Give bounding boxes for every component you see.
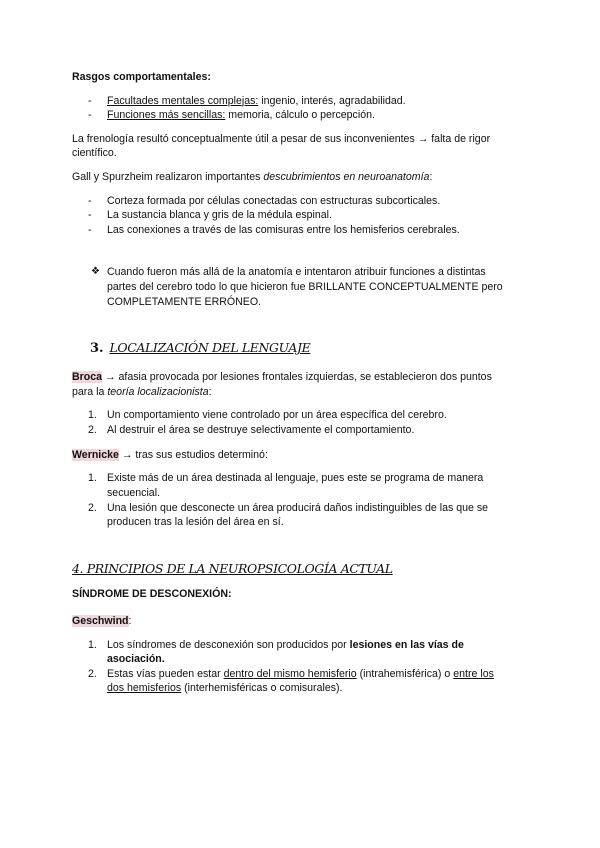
list-item	[72, 423, 532, 438]
gall-paragraph	[72, 170, 532, 185]
broca-line-2-suffix: :	[208, 385, 212, 398]
item-2-mid: (intrahemisférica) o	[356, 667, 454, 680]
item-text: Las conexiones a través de las comisuras entre los hemisferios cerebrales.	[107, 223, 460, 236]
geschwind-name: Geschwind	[72, 614, 129, 627]
number-marker: 1.	[88, 409, 97, 422]
frenologia-paragraph	[72, 132, 532, 161]
number-marker: 2.	[88, 424, 97, 437]
geschwind-paragraph	[72, 614, 532, 629]
broca-line-2-prefix: para la	[72, 385, 108, 398]
list-item	[72, 408, 532, 423]
geschwind-suffix: :	[128, 614, 132, 627]
item-2-underline-2b: dos hemisferios	[107, 682, 182, 695]
list-item	[72, 194, 532, 209]
list-item	[72, 108, 532, 123]
section-3-heading	[72, 339, 532, 358]
item-label: Funciones más sencillas:	[107, 109, 226, 122]
note-line-2: partes del cerebro todo lo que hicieron fue BRILLANTE CONCEPTUALMENTE pero	[107, 281, 503, 294]
broca-list	[72, 408, 532, 437]
wernicke-list	[72, 471, 532, 529]
diamond-bullet-icon: ❖	[91, 266, 100, 278]
sindrome-title: SÍNDROME DE DESCONEXIÓN:	[72, 588, 232, 601]
item-line-2: producen tras la lesión del área en sí.	[107, 516, 284, 529]
number-marker: 1.	[88, 638, 97, 651]
item-2-underline-1: dentro del mismo hemisferio	[223, 667, 357, 680]
gall-list	[72, 194, 532, 238]
frenologia-line-1: La frenología resultó conceptualmente útil a pesar de sus inconvenientes → falta de rigor	[72, 132, 491, 145]
gall-suffix: :	[429, 171, 433, 184]
gall-prefix: Gall y Spurzheim realizaron importantes	[72, 171, 264, 184]
item-line-1: Una lesión que desconecte un área producirá daños indistinguibles de las que se	[107, 501, 489, 514]
item-text: Corteza formada por células conectadas con estructuras subcorticales.	[107, 194, 441, 207]
item-line-2: secuencial.	[107, 486, 160, 499]
frenologia-line-2: científico.	[72, 147, 117, 160]
item-text: Al destruir el área se destruye selectivamente el comportamiento.	[107, 424, 415, 437]
rasgos-title: Rasgos comportamentales:	[72, 71, 211, 83]
number-marker: 1.	[88, 472, 97, 485]
item-2-end: (interhemisféricas o comisurales).	[181, 682, 343, 695]
item-1-bold-2: asociación.	[107, 653, 165, 666]
list-item	[72, 208, 532, 223]
broca-name: Broca	[72, 371, 103, 384]
section-4-title: 4. PRINCIPIOS DE LA NEUROPSICOLOGÍA ACTUAL	[72, 560, 393, 576]
dash-bullet: -	[88, 209, 92, 222]
list-item	[72, 667, 532, 696]
document-page	[72, 66, 532, 696]
list-item	[72, 223, 532, 238]
item-1-prefix: Los síndromes de desconexión son producidos por	[107, 638, 350, 651]
item-1-bold-1: lesiones en las vías de	[349, 638, 464, 651]
list-item	[72, 638, 532, 667]
item-text: ingenio, interés, agradabilidad.	[258, 94, 406, 107]
note-line-3: COMPLETAMENTE ERRÓNEO.	[107, 295, 262, 308]
dash-bullet: -	[88, 194, 92, 207]
item-text: La sustancia blanca y gris de la médula espinal.	[107, 209, 332, 222]
geschwind-list	[72, 638, 532, 696]
number-marker: 2.	[88, 501, 97, 514]
broca-line-2-italic: teoría localizacionista	[107, 385, 209, 398]
list-item	[72, 501, 532, 530]
section-3-title: LOCALIZACIÓN DEL LENGUAJE	[109, 340, 311, 356]
note-item	[72, 265, 532, 309]
note-list	[72, 265, 532, 309]
broca-paragraph	[72, 370, 532, 399]
number-marker: 2.	[88, 667, 97, 680]
dash-bullet: -	[88, 223, 92, 236]
list-item	[72, 94, 532, 109]
dash-bullet: -	[88, 109, 92, 122]
broca-line-1: → afasia provocada por lesiones frontales izquierdas, se establecieron dos puntos	[102, 371, 492, 384]
item-line-1: Existe más de un área destinada al lenguaje, pues este se programa de manera	[107, 472, 484, 485]
section-4-heading	[72, 560, 532, 578]
item-text: Un comportamiento viene controlado por un área específica del cerebro.	[107, 409, 447, 422]
section-3-number: 3.	[90, 341, 104, 357]
wernicke-text: → tras sus estudios determinó:	[118, 448, 268, 461]
dash-bullet: -	[88, 94, 92, 107]
item-2-underline-2a: entre los	[453, 667, 494, 680]
rasgos-list	[72, 94, 532, 123]
item-2-prefix: Estas vías pueden estar	[107, 667, 224, 680]
gall-italic: descubrimientos en neuroanatomía	[263, 171, 430, 184]
item-label: Facultades mentales complejas:	[107, 94, 259, 107]
list-item	[72, 471, 532, 500]
wernicke-name: Wernicke	[72, 448, 119, 461]
item-text: memoria, cálculo o percepción.	[225, 109, 375, 122]
wernicke-paragraph	[72, 448, 532, 463]
note-line-1: Cuando fueron más allá de la anatomía e intentaron atribuir funciones a distintas	[107, 266, 486, 279]
